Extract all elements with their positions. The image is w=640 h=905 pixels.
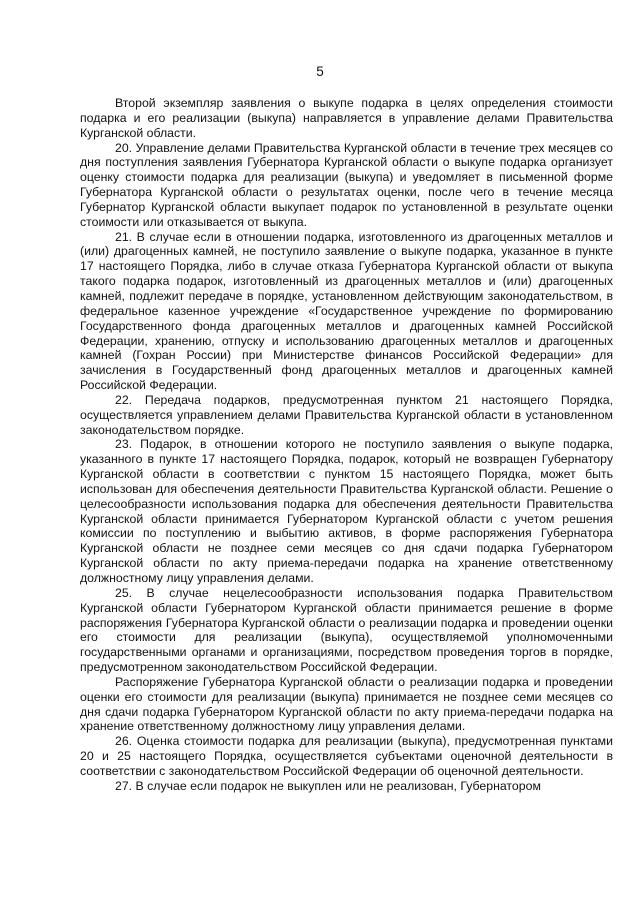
paragraph: 20. Управление делами Правительства Курганской области в течение трех месяцев со дня поступления заявления Губернатора Курганской области о выкупе подарка организует оценку стоимости подарка для реализации (выкупа) и уведомляет в письменной форме Губернатора Курганской области о результатах оценки, после чего в течение месяца Губернатор Курганской области выкупает подарок по установленной в результате оценки стоимости или отказывается от выкупа. xyxy=(80,140,613,229)
paragraph: Распоряжение Губернатора Курганской области о реализации подарка и проведении оценки его стоимости для реализации (выкупа) принимается не позднее семи месяцев со дня сдачи подарка Губернатором Курганской области по акту приема-передачи подарка на хранение ответственному должностному лицу управления делами. xyxy=(80,674,613,734)
document-body xyxy=(80,96,613,794)
paragraph: 27. В случае если подарок не выкуплен или не реализован, Губернатором xyxy=(115,778,541,793)
paragraph: 25. В случае нецелесообразности использования подарка Правительством Курганской области Губернатором Курганской области принимается решение в форме распоряжения Губернатора Курганской области о реализации подарка и проведении оценки его стоимости для реализации (выкупа), осуществляемой уполномоченными государственными органами и организациями, посредством проведения торгов в порядке, предусмотренном законодательством Российской Федерации. xyxy=(80,585,613,675)
paragraph: 26. Оценка стоимости подарка для реализации (выкупа), предусмотренная пунктами 20 и 25 настоящего Порядка, осуществляется субъектами оценочной деятельности в соответствии с законодательством Российской Федерации об оценочной деятельности. xyxy=(80,734,613,778)
paragraph: 21. В случае если в отношении подарка, изготовленного из драгоценных металлов и (или) драгоценных камней, не поступило заявление о выкупе подарка, указанное в пункте 17 настоящего Порядка, либо в случае отказа Губернатора Курганской области от выкупа такого подарка подарок, изготовленный из драгоценных металлов и (или) драгоценных камней, подлежит передаче в порядке, установленном действующим законодательством, в федеральное казенное учреждение «Государственное учреждение по формированию Государственного фонда драгоценных металлов и драгоценных камней Российской Федерации, хранению, отпуску и использованию драгоценных металлов и драгоценных камней (Гохран России) при Министерстве финансов Российской Федерации» для зачисления в Государственный фонд драгоценных металлов и драгоценных камней Российской Федерации. xyxy=(80,229,613,393)
paragraph: 23. Подарок, в отношении которого не поступило заявления о выкупе подарка, указанного в пункте 17 настоящего Порядка, подарок, который не возвращен Губернатору Курганской области в соответствии с пунктом 15 настоящего Порядка, может быть использован для обеспечения деятельности Правительства Курганской области. Решение о целесообразности использования подарка для обеспечения деятельности Правительства Курганской области принимается Губернатором Курганской области с учетом решения комиссии по поступлению и выбытию активов, в форме распоряжения Губернатора Курганской области не позднее семи месяцев со дня сдачи подарка Губернатором Курганской области по акту приема-передачи подарка на хранение ответственному должностному лицу управления делами. xyxy=(80,437,613,585)
page-number: 5 xyxy=(316,64,324,79)
paragraph: 22. Передача подарков, предусмотренная пунктом 21 настоящего Порядка, осуществляется управлением делами Правительства Курганской области в установленном законодательством порядке. xyxy=(80,392,613,437)
paragraph: Второй экземпляр заявления о выкупе подарка в целях определения стоимости подарка и его реализации (выкупа) направляется в управление делами Правительства Курганской области. xyxy=(80,96,613,140)
